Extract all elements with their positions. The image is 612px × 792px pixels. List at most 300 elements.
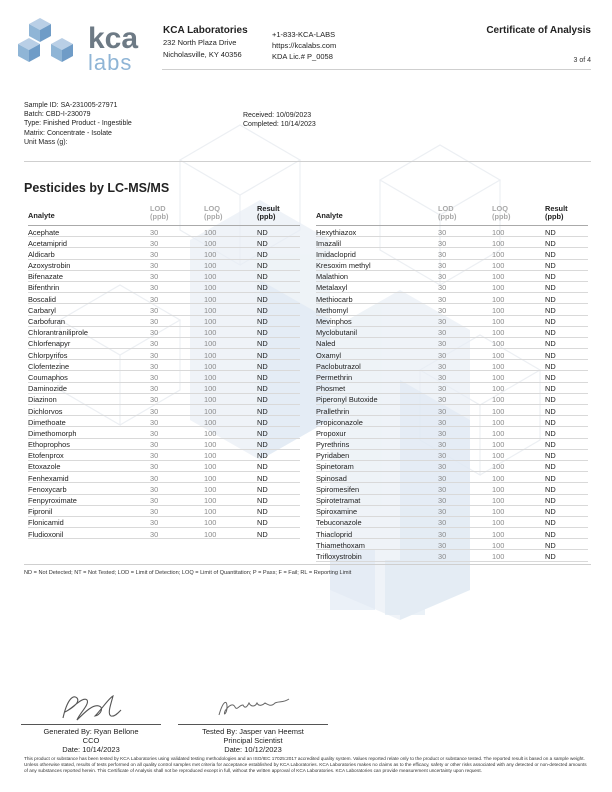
cell-loq: 100 <box>204 406 217 416</box>
cell-analyte: Phosmet <box>316 384 346 394</box>
cell-result: ND <box>257 227 268 237</box>
cell-analyte: Bifenthrin <box>28 283 60 293</box>
cell-lod: 30 <box>150 406 159 416</box>
signer-date: Date: 10/14/2023 <box>62 745 120 754</box>
cell-loq: 100 <box>204 305 217 315</box>
table-row <box>28 495 300 506</box>
table-row <box>28 427 300 438</box>
cell-lod: 30 <box>150 473 159 483</box>
cell-lod: 30 <box>438 294 447 304</box>
lab-address-line2: Nicholasville, KY 40356 <box>163 50 242 59</box>
cell-analyte: Imidacloprid <box>316 249 356 259</box>
lab-name: KCA Laboratories <box>163 25 248 36</box>
table-row <box>316 517 588 528</box>
cell-loq: 100 <box>204 484 217 494</box>
table-row <box>316 405 588 416</box>
cell-lod: 30 <box>438 440 447 450</box>
cell-loq: 100 <box>492 551 505 561</box>
cell-lod: 30 <box>438 261 447 271</box>
cell-analyte: Methiocarb <box>316 294 353 304</box>
cell-lod: 30 <box>150 328 159 338</box>
cell-loq: 100 <box>204 317 217 326</box>
table-row <box>316 394 588 405</box>
cell-loq: 100 <box>492 350 505 360</box>
cell-lod: 30 <box>150 339 159 349</box>
table-row <box>316 304 588 315</box>
table-header <box>316 205 588 226</box>
cell-lod: 30 <box>150 272 159 282</box>
cell-loq: 100 <box>492 384 505 394</box>
sample-id: Sample ID: SA-231005-27971 <box>24 102 118 109</box>
cell-lod: 30 <box>438 484 447 494</box>
cell-result: ND <box>545 317 556 326</box>
cell-result: ND <box>545 428 556 438</box>
sample-batch: Batch: CBD-I-230079 <box>24 111 91 119</box>
cell-lod: 30 <box>150 294 159 304</box>
table-row <box>316 260 588 271</box>
signer-role: CCO <box>82 736 100 745</box>
cell-result: ND <box>257 361 268 371</box>
cell-lod: 30 <box>150 529 159 539</box>
cell-analyte: Dimethoate <box>28 417 66 427</box>
signer-date: Date: 10/12/2023 <box>224 745 282 754</box>
cell-analyte: Kresoxim methyl <box>316 261 371 271</box>
sample-info-left <box>24 101 132 147</box>
header-lod-label: LOD <box>438 204 454 213</box>
table-row <box>316 450 588 461</box>
cell-analyte: Diazinon <box>28 395 57 405</box>
cell-result: ND <box>257 305 268 315</box>
cell-analyte: Metalaxyl <box>316 283 348 293</box>
header-result-label: Result <box>257 204 280 213</box>
signer-role: Principal Scientist <box>223 736 283 745</box>
cell-analyte: Permethrin <box>316 372 353 382</box>
table-header <box>28 205 300 226</box>
page-number: 3 of 4 <box>573 57 591 64</box>
cell-analyte: Hexythiazox <box>316 227 357 237</box>
cell-result: ND <box>545 406 556 416</box>
cell-lod: 30 <box>438 395 447 405</box>
cell-analyte: Ethoprophos <box>28 440 70 450</box>
header-result-label: Result <box>545 204 568 213</box>
cell-result: ND <box>545 261 556 271</box>
table-row <box>316 237 588 248</box>
cell-analyte: Spiromesifen <box>316 484 360 494</box>
cell-loq: 100 <box>204 294 217 304</box>
header-result-unit: (ppb) <box>257 212 276 221</box>
cell-loq: 100 <box>204 451 217 461</box>
table-row <box>28 416 300 427</box>
cell-loq: 100 <box>204 350 217 360</box>
cell-result: ND <box>257 484 268 494</box>
cell-lod: 30 <box>438 473 447 483</box>
table-row <box>28 248 300 259</box>
signer-name: Generated By: Ryan Bellone <box>43 727 139 736</box>
table-row <box>316 371 588 382</box>
table-row <box>28 316 300 327</box>
cell-analyte: Methomyl <box>316 305 349 315</box>
table-row <box>316 483 588 494</box>
table-row <box>28 483 300 494</box>
table-body-right <box>316 226 588 562</box>
logo-kca-text: kca <box>88 22 139 55</box>
cell-analyte: Trifloxystrobin <box>316 551 362 561</box>
cell-loq: 100 <box>492 540 505 550</box>
table-row <box>316 416 588 427</box>
cell-analyte: Piperonyl Butoxide <box>316 395 378 405</box>
cell-result: ND <box>545 462 556 472</box>
header-divider <box>162 69 591 70</box>
table-row <box>28 282 300 293</box>
cell-result: ND <box>545 440 556 450</box>
cell-lod: 30 <box>150 227 159 237</box>
cell-loq: 100 <box>492 451 505 461</box>
cell-result: ND <box>257 261 268 271</box>
cell-analyte: Fenpyroximate <box>28 496 77 505</box>
cell-analyte: Naled <box>316 339 336 349</box>
signature-line-1 <box>21 724 161 725</box>
table-row <box>28 383 300 394</box>
cell-loq: 100 <box>204 283 217 293</box>
table-row <box>316 338 588 349</box>
signer-block-2 <box>178 727 328 754</box>
cell-analyte: Chlorfenapyr <box>28 339 71 349</box>
cell-loq: 100 <box>204 473 217 483</box>
table-row <box>28 506 300 517</box>
cell-lod: 30 <box>438 372 447 382</box>
cell-loq: 100 <box>204 395 217 405</box>
cell-result: ND <box>257 384 268 394</box>
cell-result: ND <box>545 384 556 394</box>
cell-loq: 100 <box>492 473 505 483</box>
table-row <box>28 461 300 472</box>
header-loq-label: LOQ <box>204 204 221 213</box>
cell-result: ND <box>257 417 268 427</box>
cell-lod: 30 <box>438 507 447 517</box>
table-row <box>28 271 300 282</box>
cell-loq: 100 <box>492 484 505 494</box>
header-result <box>257 205 280 221</box>
cell-analyte: Flonicamid <box>28 518 64 528</box>
cell-analyte: Azoxystrobin <box>28 261 71 271</box>
cell-lod: 30 <box>438 384 447 394</box>
cell-result: ND <box>257 294 268 304</box>
cell-result: ND <box>545 283 556 293</box>
cell-result: ND <box>545 227 556 237</box>
cell-loq: 100 <box>204 384 217 394</box>
cell-lod: 30 <box>150 417 159 427</box>
cell-analyte: Aldicarb <box>28 249 55 259</box>
table-row <box>28 338 300 349</box>
cell-lod: 30 <box>150 518 159 528</box>
cell-analyte: Prallethrin <box>316 406 350 416</box>
sample-received: Received: 10/09/2023 <box>243 112 312 119</box>
table-row <box>28 371 300 382</box>
lab-address-block <box>163 25 248 61</box>
cell-result: ND <box>257 249 268 259</box>
cell-loq: 100 <box>492 227 505 237</box>
table-row <box>316 349 588 360</box>
table-row <box>316 506 588 517</box>
cell-loq: 100 <box>492 428 505 438</box>
cell-lod: 30 <box>438 540 447 550</box>
cell-analyte: Coumaphos <box>28 372 68 382</box>
cell-loq: 100 <box>492 417 505 427</box>
abbreviation-legend: ND = Not Detected; NT = Not Tested; LOD = Limit of Detection; LOQ = Limit of Quantitation; P = Pass; F = Fail; RL = Reporting Limit <box>24 570 352 576</box>
sample-info-right <box>243 111 316 129</box>
cell-result: ND <box>257 529 268 539</box>
cell-analyte: Fludioxonil <box>28 529 64 539</box>
info-divider <box>24 161 591 162</box>
cell-result: ND <box>257 317 268 326</box>
cell-result: ND <box>545 350 556 360</box>
table-row <box>316 327 588 338</box>
cell-loq: 100 <box>204 272 217 282</box>
cell-analyte: Acephate <box>28 227 60 237</box>
cell-result: ND <box>257 507 268 517</box>
cell-analyte: Carbofuran <box>28 317 65 326</box>
cell-lod: 30 <box>438 361 447 371</box>
cell-lod: 30 <box>438 339 447 349</box>
cell-lod: 30 <box>150 249 159 259</box>
cell-lod: 30 <box>438 350 447 360</box>
cell-lod: 30 <box>438 328 447 338</box>
cell-result: ND <box>545 328 556 338</box>
cell-result: ND <box>257 406 268 416</box>
cell-loq: 100 <box>204 529 217 539</box>
cell-loq: 100 <box>204 440 217 450</box>
document-title: Certificate of Analysis <box>486 25 591 36</box>
cell-loq: 100 <box>204 249 217 259</box>
signature-ryan-bellone <box>55 690 125 724</box>
table-row <box>28 226 300 237</box>
cell-result: ND <box>545 249 556 259</box>
table-row <box>28 237 300 248</box>
cell-loq: 100 <box>492 339 505 349</box>
cell-lod: 30 <box>150 350 159 360</box>
cell-analyte: Fenhexamid <box>28 473 69 483</box>
cell-result: ND <box>257 372 268 382</box>
cell-lod: 30 <box>438 417 447 427</box>
cell-analyte: Etofenprox <box>28 451 64 461</box>
cell-lod: 30 <box>150 440 159 450</box>
header-loq <box>492 205 510 221</box>
signer-block-1 <box>21 727 161 754</box>
table-row <box>28 360 300 371</box>
cell-loq: 100 <box>204 328 217 338</box>
cell-analyte: Thiacloprid <box>316 529 353 539</box>
cell-analyte: Dimethomorph <box>28 428 77 438</box>
table-row <box>316 282 588 293</box>
table-row <box>316 383 588 394</box>
cell-result: ND <box>545 551 556 561</box>
table-row <box>316 248 588 259</box>
header-loq-label: LOQ <box>492 204 509 213</box>
logo-labs-text: labs <box>88 50 133 75</box>
cell-lod: 30 <box>438 529 447 539</box>
cell-analyte: Fipronil <box>28 507 53 517</box>
cell-analyte: Chlorpyrifos <box>28 350 68 360</box>
cubes-icon <box>18 16 84 66</box>
table-row <box>28 349 300 360</box>
cell-lod: 30 <box>438 305 447 315</box>
cell-lod: 30 <box>150 496 159 505</box>
cell-result: ND <box>545 372 556 382</box>
lab-license: KDA Lic.# P_0058 <box>272 52 333 61</box>
cell-lod: 30 <box>150 283 159 293</box>
cell-result: ND <box>257 518 268 528</box>
cell-loq: 100 <box>492 283 505 293</box>
cell-loq: 100 <box>492 529 505 539</box>
cell-result: ND <box>257 428 268 438</box>
cell-lod: 30 <box>150 238 159 248</box>
disclaimer-text: This product or substance has been tested by KCA Laboratories using validated testing methodologies and an ISO/IEC 17025:2017 accredited quality system. Values reported relate only to the product or substance tested. The reported result is based on a sample weight. Unless otherwise stated, results of tests performed on all quality control samples met criteria for acceptance established by KCA Laboratories. KCA Laboratories makes no claims as to the efficacy, safety or other risks associated with any detected or non-detected amounts of any substances reported herein. This Certificate of Analysis shall not be reproduced except in full, without the written approval of KCA Laboratories. KCA Laboratories can provide measurement uncertainty upon request. <box>24 756 587 773</box>
cell-result: ND <box>545 507 556 517</box>
table-row <box>316 539 588 550</box>
table-row <box>28 517 300 528</box>
cell-analyte: Boscalid <box>28 294 56 304</box>
cell-result: ND <box>545 529 556 539</box>
cell-result: ND <box>545 540 556 550</box>
header-loq <box>204 205 222 221</box>
cell-result: ND <box>257 283 268 293</box>
table-body-left <box>28 226 300 539</box>
cell-result: ND <box>545 451 556 461</box>
cell-loq: 100 <box>492 317 505 326</box>
cell-analyte: Chlorantraniliprole <box>28 328 88 338</box>
cell-lod: 30 <box>438 451 447 461</box>
cell-loq: 100 <box>204 518 217 528</box>
cell-analyte: Spiroxamine <box>316 507 358 517</box>
header-result-unit: (ppb) <box>545 212 564 221</box>
header-lod-unit: (ppb) <box>438 212 457 221</box>
table-row <box>316 472 588 483</box>
table-row <box>316 271 588 282</box>
cell-analyte: Daminozide <box>28 384 68 394</box>
cell-lod: 30 <box>150 451 159 461</box>
cell-loq: 100 <box>204 428 217 438</box>
cell-loq: 100 <box>204 339 217 349</box>
lab-website[interactable]: https://kcalabs.com <box>272 41 337 50</box>
table-row <box>316 360 588 371</box>
cell-loq: 100 <box>492 305 505 315</box>
cell-lod: 30 <box>438 462 447 472</box>
cell-result: ND <box>257 350 268 360</box>
cell-loq: 100 <box>204 496 217 505</box>
cell-analyte: Imazalil <box>316 238 342 248</box>
cell-lod: 30 <box>438 496 447 505</box>
cell-analyte: Thiamethoxam <box>316 540 365 550</box>
sample-matrix: Matrix: Concentrate - Isolate <box>24 129 112 137</box>
cell-analyte: Carbaryl <box>28 305 56 315</box>
cell-loq: 100 <box>204 372 217 382</box>
cell-loq: 100 <box>204 507 217 517</box>
cell-result: ND <box>545 484 556 494</box>
header-lod-label: LOD <box>150 204 166 213</box>
cell-loq: 100 <box>204 361 217 371</box>
cell-result: ND <box>545 294 556 304</box>
cell-result: ND <box>545 518 556 528</box>
cell-analyte: Oxamyl <box>316 350 342 360</box>
cell-result: ND <box>545 272 556 282</box>
cell-lod: 30 <box>150 428 159 438</box>
table-row <box>28 472 300 483</box>
table-row <box>28 528 300 539</box>
cell-result: ND <box>545 238 556 248</box>
header-analyte: Analyte <box>28 211 55 220</box>
cell-loq: 100 <box>492 372 505 382</box>
cell-lod: 30 <box>438 272 447 282</box>
cell-loq: 100 <box>492 462 505 472</box>
cell-loq: 100 <box>492 272 505 282</box>
cell-loq: 100 <box>492 238 505 248</box>
cell-analyte: Etoxazole <box>28 462 61 472</box>
cell-result: ND <box>257 440 268 450</box>
cell-loq: 100 <box>492 440 505 450</box>
signer-name: Tested By: Jasper van Heemst <box>202 727 304 736</box>
cell-result: ND <box>257 339 268 349</box>
cell-loq: 100 <box>204 227 217 237</box>
cell-lod: 30 <box>150 361 159 371</box>
cell-result: ND <box>257 462 268 472</box>
cell-lod: 30 <box>438 406 447 416</box>
cell-loq: 100 <box>492 328 505 338</box>
cell-loq: 100 <box>492 294 505 304</box>
header-loq-unit: (ppb) <box>204 212 223 221</box>
cell-loq: 100 <box>492 507 505 517</box>
cell-analyte: Tebuconazole <box>316 518 362 528</box>
table-row <box>316 550 588 561</box>
cell-result: ND <box>257 473 268 483</box>
cell-loq: 100 <box>492 518 505 528</box>
cell-result: ND <box>545 417 556 427</box>
sample-completed: Completed: 10/14/2023 <box>243 121 316 129</box>
sample-unit-mass: Unit Mass (g): <box>24 138 68 146</box>
cell-lod: 30 <box>438 518 447 528</box>
cell-result: ND <box>545 395 556 405</box>
table-row <box>28 304 300 315</box>
lab-contact-block <box>272 29 336 62</box>
cell-lod: 30 <box>438 317 447 326</box>
table-row <box>28 394 300 405</box>
cell-result: ND <box>257 496 268 505</box>
cell-loq: 100 <box>204 238 217 248</box>
cell-lod: 30 <box>150 317 159 326</box>
cell-lod: 30 <box>150 395 159 405</box>
table-row <box>316 528 588 539</box>
cell-lod: 30 <box>150 372 159 382</box>
cell-analyte: Spinetoram <box>316 462 354 472</box>
section-title: Pesticides by LC-MS/MS <box>24 181 170 195</box>
legend-divider <box>24 564 591 565</box>
cell-result: ND <box>257 395 268 405</box>
cell-result: ND <box>257 328 268 338</box>
header-lod <box>438 205 456 221</box>
kca-labs-logo <box>18 14 158 75</box>
cell-analyte: Propiconazole <box>316 417 363 427</box>
signature-jasper-van-heemst <box>215 693 295 721</box>
cell-loq: 100 <box>492 406 505 416</box>
cell-loq: 100 <box>204 462 217 472</box>
cell-lod: 30 <box>150 462 159 472</box>
cell-analyte: Malathion <box>316 272 349 282</box>
table-row <box>28 327 300 338</box>
table-row <box>316 495 588 506</box>
cell-lod: 30 <box>438 249 447 259</box>
cell-result: ND <box>545 473 556 483</box>
cell-lod: 30 <box>150 507 159 517</box>
cell-analyte: Acetamiprid <box>28 238 68 248</box>
